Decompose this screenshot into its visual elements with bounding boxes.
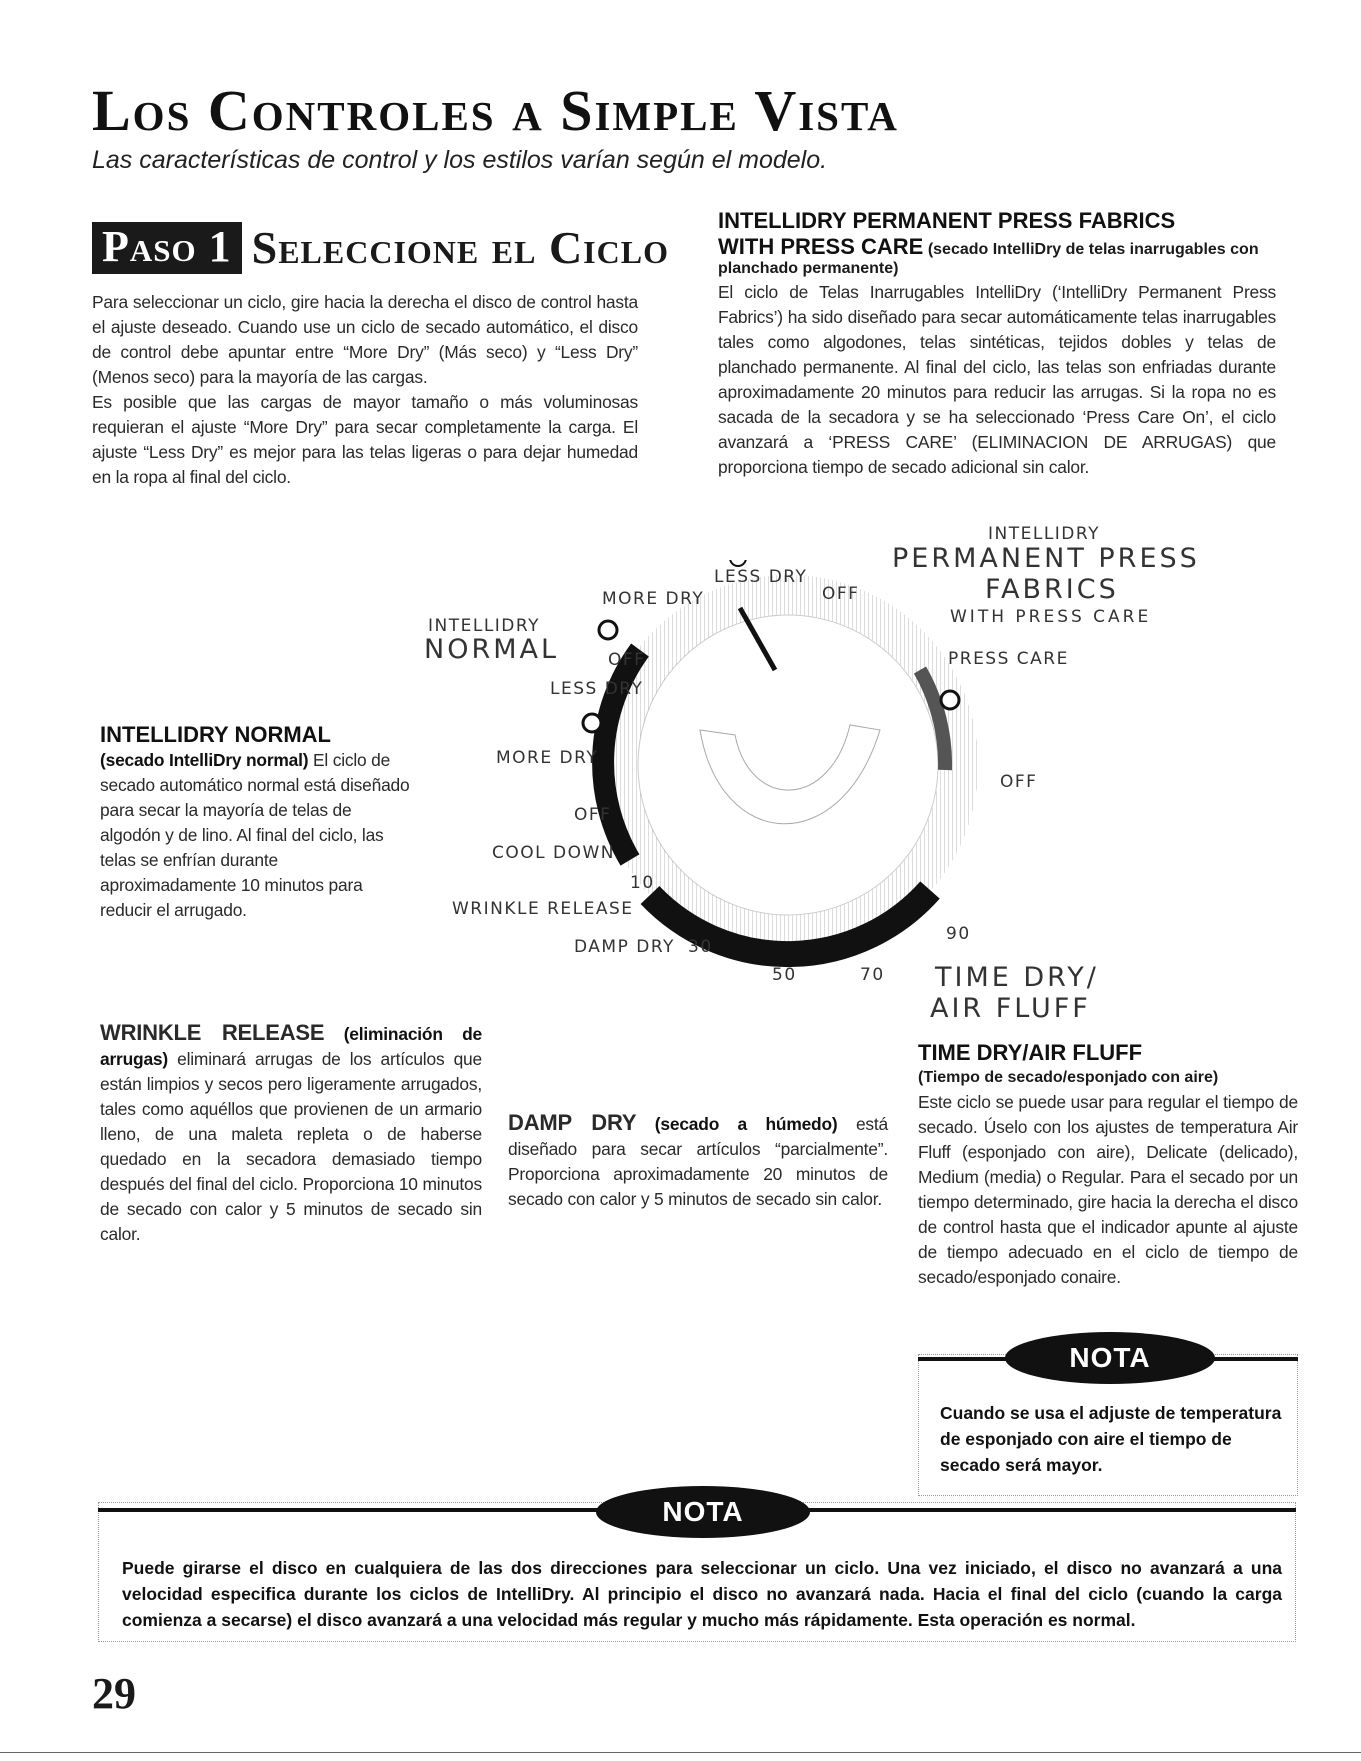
timedry-body: Este ciclo se puede usar para regular el tiempo de secado. Úselo con los ajustes de temperatura Air Fluff (esponjado con aire), Delicate (delicado), Medium (media) o Regular. Para el secado por un tiempo determinado, gire hacia la derecha el disco de control hasta que el indicador apunte al ajuste de tiempo adecuado en el ciclo de tiempo de secado/esponjado conaire.	[918, 1092, 1298, 1287]
normal-section	[100, 722, 412, 923]
permanent-press-heading-2: WITH PRESS CARE	[718, 234, 924, 259]
nota-text-1: Cuando se usa el adjuste de temperatura de esponjado con aire el tiempo de secado será mayor.	[940, 1403, 1282, 1475]
permanent-press-heading: INTELLIDRY PERMANENT PRESS FABRICS	[718, 208, 1176, 233]
bottom-rule	[0, 1752, 1361, 1753]
dial-label-wrinkle-release: WRINKLE RELEASE	[452, 899, 634, 919]
dial-label-normal-less-dry: LESS DRY	[550, 679, 644, 699]
timedry-subheading: (Tiempo de secado/esponjado con aire)	[918, 1069, 1219, 1086]
normal-heading: INTELLIDRY NORMAL	[100, 722, 331, 747]
dial-label-normal-small: INTELLIDRY	[428, 616, 541, 636]
dial-label-50: 50	[772, 965, 797, 985]
intro-paragraph-1: Para seleccionar un ciclo, gire hacia la derecha el disco de control hasta el ajuste deseado. Cuando use un ciclo de secado automático, el disco de control debe apuntar entre “More Dry” (Más seco) y “Less Dry” (Menos seco) para la mayoría de las cargas.	[92, 292, 638, 387]
step-badge: Paso 1	[92, 222, 242, 274]
dial-label-pp-large-1: PERMANENT PRESS	[892, 543, 1200, 574]
timedry-heading: TIME DRY/AIR FLUFF	[918, 1040, 1143, 1065]
nota-text-2: Puede girarse el disco en cualquiera de las dos direcciones para seleccionar un ciclo. Una vez iniciado, el disco no avanzará a una velocidad especifica durante los ciclos de IntelliDry. Al principio el disco no avanzará nada. Hacia el final del ciclo (cuando la carga comienza a secarse) el disco avanzará a una velocidad más regular y mucho más rápidamente. Esta operación es normal.	[122, 1558, 1282, 1630]
page-subtitle: Las características de control y los estilos varían según el modelo.	[92, 146, 828, 174]
damp-section	[508, 1110, 888, 1212]
dial-label-time-dry-2: AIR FLUFF	[930, 993, 1091, 1024]
nota-badge-2: NOTA	[596, 1486, 810, 1538]
dial-label-damp-dry: DAMP DRY	[574, 937, 675, 957]
damp-heading: DAMP DRY	[508, 1110, 637, 1135]
permanent-press-section	[718, 208, 1276, 480]
dial-face	[638, 615, 938, 915]
wrinkle-body: eliminará arrugas de los artículos que están limpios y secos pero ligeramente arrugados, tales como aquéllos que provienen de un armario lleno, de una maleta repleta o de haberse quedado en la secadora demasiado tiempo después del final del ciclo. Proporciona 10 minutos de secado con calor y 5 minutos de secado sin calor.	[100, 1049, 482, 1244]
wrinkle-section	[100, 1020, 482, 1247]
permanent-press-subheading: (secado IntelliDry de telas inarrugables con planchado permanente)	[718, 241, 1259, 277]
intro-paragraph-2: Es posible que las cargas de mayor tamaño o más voluminosas requieran el ajuste “More Dry” para secar completamente la carga. El ajuste “Less Dry” es mejor para las telas ligeras o para dejar humedad en la ropa al final del ciclo.	[92, 392, 638, 487]
off-marker-normal-2	[583, 714, 601, 732]
wrinkle-heading: WRINKLE RELEASE	[100, 1020, 325, 1045]
dial-label-pp-large-2: FABRICS	[985, 574, 1119, 605]
nota-badge-1: NOTA	[1005, 1332, 1215, 1384]
dial-label-time-dry-1: TIME DRY/	[935, 962, 1099, 993]
dial-label-press-care: PRESS CARE	[948, 649, 1069, 669]
dial-label-90: 90	[946, 924, 971, 944]
dial-label-normal-large: NORMAL	[424, 634, 560, 665]
dial-label-pp-with: WITH PRESS CARE	[950, 607, 1152, 627]
step-title: Seleccione el Ciclo	[251, 222, 669, 274]
damp-subheading: (secado a húmedo)	[654, 1114, 838, 1134]
off-marker-pp	[730, 560, 746, 566]
normal-body: El ciclo de secado automático normal está diseñado para secar la mayoría de telas de algodón y de lino. Al final del ciclo, las telas se enfrían durante aproximadamente 10 minutos para reducir el arrugado.	[100, 750, 410, 920]
dial-label-pp-more-dry: MORE DRY	[602, 589, 705, 609]
dial-label-pp-off-2: OFF	[1000, 772, 1038, 792]
page-title: Los Controles a Simple Vista	[92, 78, 899, 143]
dial-label-cool-down: COOL DOWN	[492, 843, 616, 863]
step-heading	[92, 222, 669, 274]
dial-label-normal-more-dry: MORE DRY	[496, 748, 599, 768]
dial-label-normal-off: OFF	[608, 650, 646, 670]
dial-label-pp-small: INTELLIDRY	[988, 524, 1101, 544]
dial-label-pp-off: OFF	[822, 584, 860, 604]
off-marker-normal	[599, 621, 617, 639]
timedry-section	[918, 1040, 1298, 1290]
dial-label-10: 10	[630, 873, 655, 893]
off-marker-pp-2	[941, 691, 959, 709]
normal-subheading: (secado IntelliDry normal)	[100, 750, 309, 770]
damp-body: está diseñado para secar artículos “parcialmente”. Proporciona aproximadamente 20 minutos de secado con calor y 5 minutos de secado sin calor.	[508, 1114, 889, 1209]
dial-label-30: 30	[688, 937, 713, 957]
page-number: 29	[92, 1669, 136, 1718]
dial-label-pp-less-dry: LESS DRY	[714, 567, 808, 587]
dial-label-normal-off-2: OFF	[574, 805, 612, 825]
wrinkle-subheading: (eliminación de arrugas)	[100, 1024, 482, 1069]
permanent-press-body: El ciclo de Telas Inarrugables IntelliDry (‘IntelliDry Permanent Press Fabrics’) ha sido diseñado para secar automáticamente telas inarrugables tales como algodones, telas sintéticas, tejidos dobles y telas de planchado permanente. Al final del ciclo, las telas son enfriadas durante aproximadamente 20 minutos para reducir las arrugas. Si la ropa no es sacada de la secadora y se ha seleccionado ‘Press Care On’, el ciclo avanzará a ‘PRESS CARE’ (ELIMINACION DE ARRUGAS) que proporciona tiempo de secado adicional sin calor.	[718, 282, 1276, 477]
dial-label-70: 70	[860, 965, 885, 985]
